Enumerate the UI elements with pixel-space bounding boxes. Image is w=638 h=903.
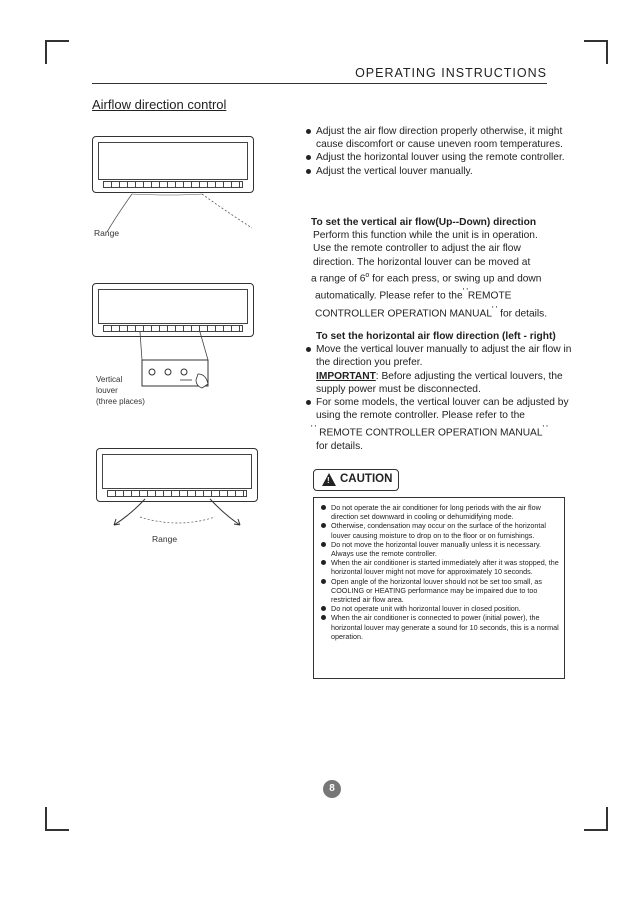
range-text: a range of 6 [311, 273, 366, 285]
vertical-line: Use the remote controller to adjust the air flow [313, 243, 521, 255]
crop-mark-bottom-right [584, 807, 608, 831]
intro-bullet: Adjust the air flow direction properly otherwise, it might cause discomfort or cause uneven room temperatures. [305, 125, 580, 151]
caution-item: Do not operate unit with horizontal louver in closed position. [319, 604, 559, 613]
vertical-airflow-section [311, 216, 586, 321]
caution-box [313, 497, 565, 679]
intro-bullet: Adjust the horizontal louver using the remote controller. [305, 151, 580, 164]
quote-mark: ' ' [462, 287, 468, 297]
intro-bullet: Adjust the vertical louver manually. [305, 165, 580, 178]
intro-bullets [305, 125, 580, 178]
label-line: Vertical [96, 375, 123, 384]
crop-mark-bottom-left [45, 807, 69, 831]
vertical-line [311, 285, 586, 303]
details-text: for details. [316, 441, 363, 453]
crop-mark-top-right [584, 40, 608, 64]
page-number: 8 [323, 780, 341, 798]
horizontal-bullet: Move the vertical louver manually to adjust the air flow in the direction you prefer. [305, 343, 583, 369]
crop-mark-top-left [45, 40, 69, 64]
label-line: louver [96, 386, 118, 395]
vertical-line: Perform this function while the unit is in operation. [313, 230, 538, 242]
caution-item: Open angle of the horizontal louver should not be set too small, as COOLING or HEATING performance may be impaired due to too restricted air flow area. [319, 577, 559, 605]
horizontal-airflow-heading: To set the horizontal air flow direction (left - right) [316, 331, 556, 342]
refer-text: automatically. Please refer to the [315, 290, 463, 302]
caution-label: CAUTION [340, 473, 393, 485]
ac-unit-figure-2 [92, 283, 254, 337]
unit-panel [98, 142, 248, 180]
range-text: for each press, or swing up and down [369, 273, 542, 285]
vertical-airflow-heading: To set the vertical air flow(Up--Down) direction [311, 217, 537, 228]
unit-panel [98, 289, 248, 324]
vertical-line [311, 303, 586, 321]
caution-badge [313, 469, 399, 491]
manual-text: CONTROLLER OPERATION MANUAL [315, 308, 492, 320]
details-text: for details. [497, 308, 548, 320]
label-line: (three places) [96, 397, 145, 406]
important-label: IMPORTANT [316, 370, 376, 382]
caution-item: Do not operate the air conditioner for long periods with the air flow direction set downward in cooling or dehumidifying mode. [319, 503, 559, 521]
vertical-range-line [311, 269, 586, 286]
unit-panel [102, 454, 252, 489]
caution-item: Otherwise, condensation may occur on the surface of the horizontal louver causing moisture to drop on to the floor or on furnishings. [319, 521, 559, 539]
ac-unit-figure-3 [96, 448, 258, 502]
manual-text: REMOTE CONTROLLER OPERATION MANUAL [316, 427, 543, 439]
quote-mark: ' ' [542, 424, 548, 434]
caution-item: When the air conditioner is started immediately after it was stopped, the horizontal louver might not move for approximately 10 seconds. [319, 558, 559, 576]
quote-mark: ' ' [492, 305, 498, 314]
quote-mark: ' ' [311, 424, 317, 434]
horizontal-louver [103, 181, 243, 188]
vertical-line: direction. The horizontal louver can be moved at [313, 256, 531, 268]
range-label-top: Range [94, 228, 120, 238]
horizontal-airflow-section [305, 330, 583, 453]
section-title: Airflow direction control [92, 97, 227, 112]
manual-reference [305, 422, 583, 440]
caution-item: Do not move the horizontal louver manually unless it is necessary. Always use the remote controller. [319, 540, 559, 558]
horizontal-bullet: For some models, the vertical louver can be adjusted by using the remote controller. Please refer to the [305, 396, 583, 422]
refer-text: REMOTE [467, 290, 512, 302]
important-note [305, 370, 583, 396]
page-header: OPERATING INSTRUCTIONS [92, 66, 547, 84]
range-label-bottom: Range [152, 534, 178, 544]
ac-unit-figure-1 [92, 136, 254, 193]
important-text: : Before adjusting the vertical louvers, the supply power must be disconnected. [316, 370, 563, 395]
caution-item: When the air conditioner is connected to power (initial power), the horizontal louver may generate a sound for 10 seconds, this is a normal operation. [319, 613, 559, 641]
warning-triangle-icon [322, 473, 336, 486]
vertical-louver-label [96, 374, 145, 407]
degree-sign: o [365, 271, 370, 279]
exclamation-mark: ! [327, 476, 330, 485]
airflow-range-arrows-3 [100, 495, 260, 540]
